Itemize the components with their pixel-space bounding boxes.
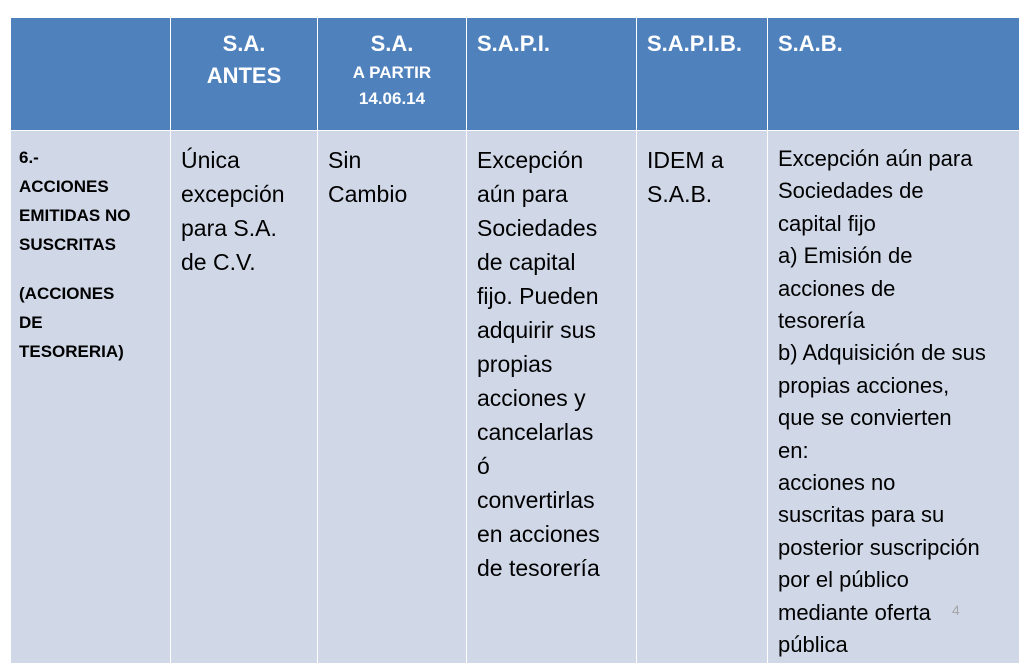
cell-sa-antes <box>171 131 318 664</box>
cell-sapi <box>467 131 637 664</box>
header-sapib-label: S.A.P.I.B. <box>647 31 742 56</box>
cell-sab-line: acciones de <box>778 275 896 301</box>
cell-sapi-line: adquirir sus <box>477 317 596 343</box>
header-empty-cell <box>11 18 171 131</box>
cell-sa-a-partir <box>318 131 467 664</box>
cell-sab <box>768 131 1020 664</box>
cell-sab-line: Sociedades de <box>778 178 924 204</box>
cell-sapi-line: acciones y <box>477 385 586 411</box>
cell-sapib-line: S.A.B. <box>647 181 713 207</box>
cell-sab-line: a) Emisión de <box>778 243 913 269</box>
cell-sa-antes-line: de C.V. <box>181 249 256 275</box>
cell-sapi-line: propias <box>477 351 553 377</box>
cell-sab-line: suscritas para su <box>778 502 945 528</box>
comparison-table <box>10 17 1020 664</box>
cell-sab-line: b) Adquisición de sus <box>778 340 986 366</box>
cell-sab-line: mediante oferta <box>778 599 931 625</box>
cell-sab-line: en: <box>778 437 809 463</box>
page-number: 4 <box>952 602 960 618</box>
header-sa-antes-line2: ANTES <box>206 63 282 88</box>
cell-sab-line: Excepción aún para <box>778 146 973 171</box>
header-sapi <box>467 18 637 131</box>
header-sa-a-partir <box>318 18 467 131</box>
cell-sab-line: capital fijo <box>778 210 876 236</box>
cell-sa-antes-line: excepción <box>181 181 285 207</box>
cell-sapi-line: en acciones <box>477 521 600 547</box>
row-label-line: EMITIDAS NO <box>19 206 131 225</box>
header-sapi-label: S.A.P.I. <box>477 31 550 56</box>
cell-sapi-line: de tesorería <box>477 555 600 581</box>
row-label-note-line: TESORERIA) <box>19 342 124 361</box>
row-label-gap <box>19 259 160 279</box>
header-sab-label: S.A.B. <box>778 31 843 56</box>
cell-sapi-line: Sociedades <box>477 215 598 241</box>
cell-sa-antes-line: Única <box>181 147 240 173</box>
cell-sa-a-partir-line: Cambio <box>328 181 408 207</box>
cell-sab-line: por el público <box>778 567 909 593</box>
header-sa-antes-line1: S.A. <box>222 31 266 56</box>
cell-sapi-line: convertirlas <box>477 487 595 513</box>
cell-sab-line: pública <box>778 632 848 658</box>
header-sa-a-partir-line3: 14.06.14 <box>358 89 426 108</box>
table-row <box>11 131 1020 664</box>
cell-sapi-line: de capital <box>477 249 576 275</box>
cell-sapi-line: fijo. Pueden <box>477 283 599 309</box>
cell-sab-line: acciones no <box>778 470 896 496</box>
cell-sab-line: propias acciones, <box>778 372 950 398</box>
header-sab <box>768 18 1020 131</box>
cell-sapib-line: IDEM a <box>647 147 724 173</box>
cell-sapi-line: aún para <box>477 181 568 207</box>
header-row <box>11 18 1020 131</box>
cell-sa-antes-line: para S.A. <box>181 215 277 241</box>
cell-sab-line: posterior suscripción <box>778 534 980 560</box>
cell-sab-line: tesorería <box>778 308 865 334</box>
row-label-note-line: (ACCIONES <box>19 284 115 303</box>
header-sa-a-partir-line2: A PARTIR <box>352 63 432 82</box>
row-label-cell <box>11 131 171 664</box>
cell-sapi-line: ó <box>477 453 490 479</box>
row-label-line: ACCIONES <box>19 177 109 196</box>
cell-sa-a-partir-line: Sin <box>328 147 362 173</box>
row-label-note-line: DE <box>19 313 43 332</box>
header-sa-a-partir-line1: S.A. <box>370 31 414 56</box>
row-label-line: SUSCRITAS <box>19 235 116 254</box>
row-label-line: 6.- <box>19 148 39 167</box>
cell-sapi-line: cancelarlas <box>477 419 594 445</box>
header-sapib <box>637 18 768 131</box>
header-sa-antes <box>171 18 318 131</box>
cell-sapi-line: Excepción <box>477 147 584 173</box>
cell-sab-line: que se convierten <box>778 405 952 431</box>
cell-sapib <box>637 131 768 664</box>
